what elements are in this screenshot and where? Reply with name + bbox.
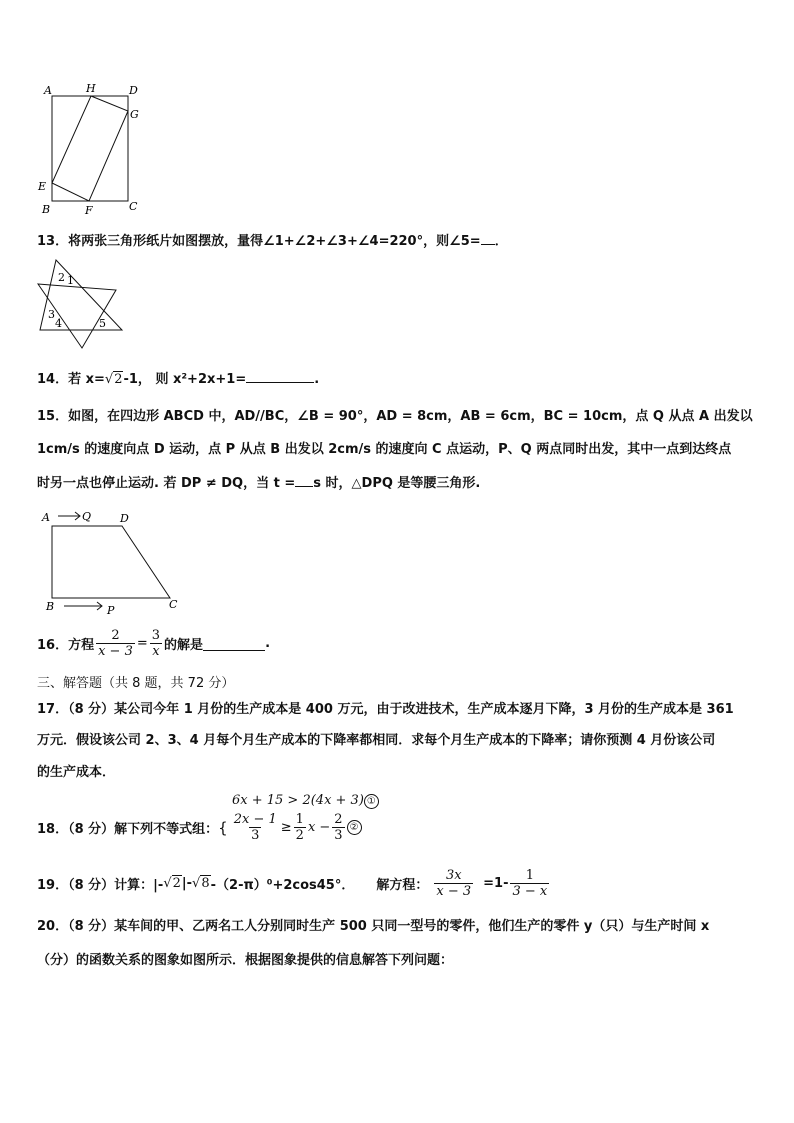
label-f: F xyxy=(85,204,93,217)
denominator: 3 xyxy=(251,828,260,843)
term-x-minus: x − xyxy=(307,820,331,835)
numerator: 2 xyxy=(111,628,120,643)
answer-blank-16[interactable] xyxy=(203,636,265,651)
solve-equation-label: 解方程： xyxy=(376,878,429,893)
question-15-line-3b: s 时，△DPQ 是等腰三角形. xyxy=(313,476,481,491)
fraction-2-over-3 xyxy=(332,812,344,843)
question-14-end: . xyxy=(314,372,320,387)
fraction-1-over-3-x xyxy=(510,868,549,899)
inequality-1: 6x + 15 > 2(4x + 3) xyxy=(232,793,364,808)
question-18-system xyxy=(232,793,379,809)
label-a: A xyxy=(44,84,52,97)
numerator: 2x − 1 xyxy=(233,812,277,827)
question-17-line-1: 17．（8 分）某公司今年 1 月份的生产成本是 400 万元，由于改进技术，生产成本逐月下降，3 月份的生产成本是 361 xyxy=(37,702,734,717)
parallelogram-efgh xyxy=(52,96,128,201)
label-a: A xyxy=(42,511,50,524)
numerator: 1 xyxy=(525,868,534,883)
rectangle-abcd xyxy=(52,96,128,201)
label-g: G xyxy=(130,108,139,121)
label-b: B xyxy=(42,203,51,216)
numerator: 3 xyxy=(151,628,161,643)
denominator: 3 − x xyxy=(512,884,548,899)
fraction-1-over-2 xyxy=(294,812,306,843)
sqrt-2-radicand: 2 xyxy=(114,372,123,387)
equals-sign: = xyxy=(136,636,148,651)
answer-blank-14[interactable] xyxy=(246,382,314,383)
answer-blank-15[interactable] xyxy=(295,486,313,487)
label-p: P xyxy=(107,604,115,617)
question-14-mid: -1， 则 x²+2x+1= xyxy=(123,372,247,387)
label-c: C xyxy=(169,598,178,611)
question-16-end: . xyxy=(265,636,271,651)
fraction-2x-1-over-3 xyxy=(232,812,279,843)
question-19-prefix: 19．（8 分）计算：|- xyxy=(37,878,164,893)
figure-two-triangles xyxy=(34,254,126,352)
angle-label-5: 5 xyxy=(99,317,106,330)
circle-number-1: ① xyxy=(364,794,379,809)
angle-label-2: 2 xyxy=(58,271,65,284)
label-b: B xyxy=(46,600,55,613)
fraction-3x-over-x-3 xyxy=(434,868,473,899)
question-20-line-2: （分）的函数关系的图象如图所示．根据图象提供的信息解答下列问题： xyxy=(37,953,454,968)
label-q: Q xyxy=(82,510,92,523)
question-19 xyxy=(37,868,551,899)
angle-label-3: 3 xyxy=(48,308,55,321)
angle-label-4: 4 xyxy=(55,317,62,330)
question-18 xyxy=(37,812,362,843)
question-18-label: 18．（8 分）解下列不等式组： xyxy=(37,822,219,837)
fraction-2-over-x-3 xyxy=(96,628,135,659)
denominator: x xyxy=(152,644,160,659)
trapezoid-abcd xyxy=(52,526,170,598)
fraction-3-over-x xyxy=(150,628,162,659)
denominator: 2 xyxy=(295,828,304,843)
sqrt-2: √2 xyxy=(104,372,123,387)
question-13-text: 13．将两张三角形纸片如图摆放，量得∠1+∠2+∠3+∠4=220°，则∠5= xyxy=(37,234,481,249)
denominator: x − 3 xyxy=(98,644,133,659)
question-19-mid2: -（2-π）⁰+2cos45°． xyxy=(210,878,355,893)
label-d: D xyxy=(129,84,138,97)
answer-blank-13[interactable] xyxy=(481,244,495,245)
brace: { xyxy=(218,818,228,837)
question-17-line-3: 的生产成本． xyxy=(37,765,116,780)
angle-label-1: 1 xyxy=(67,274,74,287)
question-19-mid1: |- xyxy=(181,876,193,891)
question-20-line-1: 20．（8 分）某车间的甲、乙两名工人分别同时生产 500 只同一型号的零件，他们生产的零件 y（只）与生产时间 x xyxy=(37,919,710,934)
question-16-suffix: 的解是 xyxy=(164,638,204,653)
label-h: H xyxy=(86,82,96,95)
question-15-line-1: 15．如图，在四边形 ABCD 中，AD//BC，∠B = 90°，AD = 8cm，AB = 6cm，BC = 10cm，点 Q 从点 A 出发以 xyxy=(37,409,753,424)
sqrt-2: √2 xyxy=(163,876,181,891)
question-14 xyxy=(37,368,319,387)
label-d: D xyxy=(120,512,129,525)
sqrt-8: √8 xyxy=(192,876,210,891)
geq-sign: ≥ xyxy=(280,820,292,835)
section-heading-3: 三、解答题（共 8 题，共 72 分） xyxy=(37,676,235,691)
circle-number-2: ② xyxy=(347,820,362,835)
numerator: 3x xyxy=(445,868,462,883)
figure-trapezoid xyxy=(36,506,186,618)
denominator: x − 3 xyxy=(436,884,472,899)
label-c: C xyxy=(129,200,138,213)
question-15-line-3 xyxy=(37,472,480,491)
equals-one-minus: =1- xyxy=(483,876,509,891)
question-15-line-3a: 时另一点也停止运动. 若 DP ≠ DQ，当 t = xyxy=(37,476,296,491)
sqrt-2-radicand: 2 xyxy=(172,876,181,891)
question-16 xyxy=(37,628,270,659)
denominator: 3 xyxy=(334,828,343,843)
numerator: 1 xyxy=(295,812,304,827)
sqrt-8-radicand: 8 xyxy=(201,876,210,891)
question-13-end: ． xyxy=(494,234,508,249)
question-17-line-2: 万元．假设该公司 2、3、4 月每个月生产成本的下降率都相同．求每个月生产成本的下降率；请你预测 4 月份该公司 xyxy=(37,733,716,748)
question-15-line-2: 1cm/s 的速度向点 D 运动，点 P 从点 B 出发以 2cm/s 的速度向 C 点运动，P、Q 两点同时出发，其中一点到达终点 xyxy=(37,442,732,457)
question-13 xyxy=(37,230,508,249)
question-16-prefix: 16．方程 xyxy=(37,638,95,653)
numerator: 2 xyxy=(334,812,343,827)
question-14-prefix: 14．若 x= xyxy=(37,372,105,387)
figure-rectangle-parallelogram xyxy=(34,80,144,220)
label-e: E xyxy=(38,180,47,193)
